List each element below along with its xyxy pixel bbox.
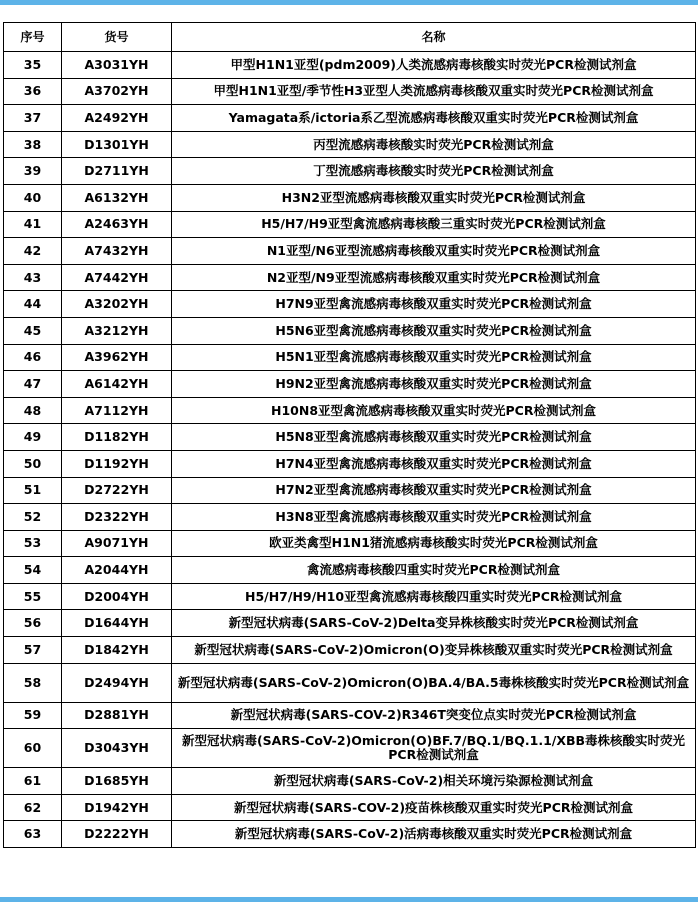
row-item-code: D1644YH <box>62 610 172 637</box>
bottom-accent-line <box>0 897 698 902</box>
row-serial-number: 48 <box>4 397 62 424</box>
row-product-name: H7N9亚型禽流感病毒核酸双重实时荧光PCR检测试剂盒 <box>172 291 696 318</box>
row-serial-number: 50 <box>4 450 62 477</box>
table-row <box>4 557 696 584</box>
table-row <box>4 78 696 105</box>
row-serial-number: 52 <box>4 504 62 531</box>
row-item-code: A3962YH <box>62 344 172 371</box>
row-serial-number: 55 <box>4 583 62 610</box>
table-row <box>4 344 696 371</box>
table-row <box>4 238 696 265</box>
row-serial-number: 35 <box>4 52 62 79</box>
row-serial-number: 39 <box>4 158 62 185</box>
row-item-code: D1192YH <box>62 450 172 477</box>
row-item-code: A2492YH <box>62 105 172 132</box>
row-serial-number: 41 <box>4 211 62 238</box>
row-product-name: 甲型H1N1亚型(pdm2009)人类流感病毒核酸实时荧光PCR检测试剂盒 <box>172 52 696 79</box>
row-product-name: H7N2亚型禽流感病毒核酸双重实时荧光PCR检测试剂盒 <box>172 477 696 504</box>
table-row <box>4 450 696 477</box>
row-item-code: D2322YH <box>62 504 172 531</box>
table-row <box>4 794 696 821</box>
row-serial-number: 54 <box>4 557 62 584</box>
row-item-code: A3212YH <box>62 317 172 344</box>
row-product-name: H3N2亚型流感病毒核酸双重实时荧光PCR检测试剂盒 <box>172 184 696 211</box>
row-item-code: D2222YH <box>62 821 172 848</box>
row-item-code: A2463YH <box>62 211 172 238</box>
row-product-name: H5N1亚型禽流感病毒核酸双重实时荧光PCR检测试剂盒 <box>172 344 696 371</box>
table-row <box>4 211 696 238</box>
row-item-code: A2044YH <box>62 557 172 584</box>
table-row <box>4 264 696 291</box>
row-product-name: N2亚型/N9亚型流感病毒核酸双重实时荧光PCR检测试剂盒 <box>172 264 696 291</box>
table-row <box>4 610 696 637</box>
row-product-name: H3N8亚型禽流感病毒核酸双重实时荧光PCR检测试剂盒 <box>172 504 696 531</box>
row-serial-number: 36 <box>4 78 62 105</box>
row-item-code: D1301YH <box>62 131 172 158</box>
row-serial-number: 51 <box>4 477 62 504</box>
table-row <box>4 702 696 729</box>
table-row <box>4 52 696 79</box>
row-product-name: 欧亚类禽型H1N1猪流感病毒核酸实时荧光PCR检测试剂盒 <box>172 530 696 557</box>
row-item-code: A7442YH <box>62 264 172 291</box>
table-row <box>4 637 696 664</box>
row-item-code: A9071YH <box>62 530 172 557</box>
row-serial-number: 58 <box>4 663 62 702</box>
row-serial-number: 56 <box>4 610 62 637</box>
row-product-name: H5/H7/H9/H10亚型禽流感病毒核酸四重实时荧光PCR检测试剂盒 <box>172 583 696 610</box>
product-table <box>3 22 696 848</box>
table-row <box>4 371 696 398</box>
table-row <box>4 530 696 557</box>
row-product-name: Yamagata系/ictoria系乙型流感病毒核酸双重实时荧光PCR检测试剂盒 <box>172 105 696 132</box>
row-product-name: 新型冠状病毒(SARS-CoV-2)Omicron(O)变异株核酸双重实时荧光PCR检测试剂盒 <box>172 637 696 664</box>
row-serial-number: 57 <box>4 637 62 664</box>
row-product-name: 新型冠状病毒(SARS-COV-2)疫苗株核酸双重实时荧光PCR检测试剂盒 <box>172 794 696 821</box>
row-product-name: H5N8亚型禽流感病毒核酸双重实时荧光PCR检测试剂盒 <box>172 424 696 451</box>
table-row <box>4 291 696 318</box>
row-product-name: 新型冠状病毒(SARS-CoV-2)活病毒核酸双重实时荧光PCR检测试剂盒 <box>172 821 696 848</box>
table-header-row <box>4 23 696 52</box>
top-accent-line <box>0 0 698 5</box>
row-serial-number: 45 <box>4 317 62 344</box>
table-row <box>4 821 696 848</box>
row-product-name: H7N4亚型禽流感病毒核酸双重实时荧光PCR检测试剂盒 <box>172 450 696 477</box>
table-row <box>4 397 696 424</box>
table-row <box>4 317 696 344</box>
row-product-name: H9N2亚型禽流感病毒核酸双重实时荧光PCR检测试剂盒 <box>172 371 696 398</box>
table-row <box>4 158 696 185</box>
row-item-code: A3202YH <box>62 291 172 318</box>
row-product-name: 禽流感病毒核酸四重实时荧光PCR检测试剂盒 <box>172 557 696 584</box>
row-serial-number: 63 <box>4 821 62 848</box>
row-item-code: D1182YH <box>62 424 172 451</box>
row-serial-number: 38 <box>4 131 62 158</box>
row-serial-number: 37 <box>4 105 62 132</box>
table-body <box>4 52 696 848</box>
row-serial-number: 42 <box>4 238 62 265</box>
row-item-code: D2722YH <box>62 477 172 504</box>
row-item-code: A7432YH <box>62 238 172 265</box>
table-row <box>4 583 696 610</box>
row-serial-number: 47 <box>4 371 62 398</box>
row-product-name: H5/H7/H9亚型禽流感病毒核酸三重实时荧光PCR检测试剂盒 <box>172 211 696 238</box>
row-serial-number: 60 <box>4 729 62 768</box>
row-product-name: H5N6亚型禽流感病毒核酸双重实时荧光PCR检测试剂盒 <box>172 317 696 344</box>
table-row <box>4 729 696 768</box>
row-item-code: A3702YH <box>62 78 172 105</box>
row-item-code: A6132YH <box>62 184 172 211</box>
row-serial-number: 53 <box>4 530 62 557</box>
header-item-code: 货号 <box>62 23 172 52</box>
table-row <box>4 131 696 158</box>
row-item-code: A7112YH <box>62 397 172 424</box>
table-row <box>4 424 696 451</box>
row-product-name: 新型冠状病毒(SARS-CoV-2)Omicron(O)BF.7/BQ.1/BQ.1.1/XBB毒株核酸实时荧光PCR检测试剂盒 <box>172 729 696 768</box>
table-row <box>4 477 696 504</box>
row-serial-number: 59 <box>4 702 62 729</box>
header-serial-number: 序号 <box>4 23 62 52</box>
row-item-code: D2881YH <box>62 702 172 729</box>
row-product-name: 新型冠状病毒(SARS-CoV-2)Delta变异株核酸实时荧光PCR检测试剂盒 <box>172 610 696 637</box>
row-item-code: D2004YH <box>62 583 172 610</box>
row-product-name: N1亚型/N6亚型流感病毒核酸双重实时荧光PCR检测试剂盒 <box>172 238 696 265</box>
row-product-name: 甲型H1N1亚型/季节性H3亚型人类流感病毒核酸双重实时荧光PCR检测试剂盒 <box>172 78 696 105</box>
row-item-code: D3043YH <box>62 729 172 768</box>
table-row <box>4 663 696 702</box>
row-serial-number: 46 <box>4 344 62 371</box>
row-item-code: D2711YH <box>62 158 172 185</box>
row-item-code: A6142YH <box>62 371 172 398</box>
row-product-name: 新型冠状病毒(SARS-CoV-2)相关环境污染源检测试剂盒 <box>172 768 696 795</box>
row-item-code: D1942YH <box>62 794 172 821</box>
row-item-code: D2494YH <box>62 663 172 702</box>
table-row <box>4 105 696 132</box>
row-serial-number: 49 <box>4 424 62 451</box>
row-serial-number: 40 <box>4 184 62 211</box>
row-product-name: 丁型流感病毒核酸实时荧光PCR检测试剂盒 <box>172 158 696 185</box>
row-serial-number: 43 <box>4 264 62 291</box>
table-row <box>4 768 696 795</box>
row-item-code: D1842YH <box>62 637 172 664</box>
row-serial-number: 61 <box>4 768 62 795</box>
row-product-name: 新型冠状病毒(SARS-COV-2)R346T突变位点实时荧光PCR检测试剂盒 <box>172 702 696 729</box>
row-serial-number: 62 <box>4 794 62 821</box>
row-product-name: 新型冠状病毒(SARS-CoV-2)Omicron(O)BA.4/BA.5毒株核酸实时荧光PCR检测试剂盒 <box>172 663 696 702</box>
row-product-name: H10N8亚型禽流感病毒核酸双重实时荧光PCR检测试剂盒 <box>172 397 696 424</box>
row-product-name: 丙型流感病毒核酸实时荧光PCR检测试剂盒 <box>172 131 696 158</box>
table-row <box>4 184 696 211</box>
header-product-name: 名称 <box>172 23 696 52</box>
row-item-code: A3031YH <box>62 52 172 79</box>
row-item-code: D1685YH <box>62 768 172 795</box>
row-serial-number: 44 <box>4 291 62 318</box>
table-row <box>4 504 696 531</box>
